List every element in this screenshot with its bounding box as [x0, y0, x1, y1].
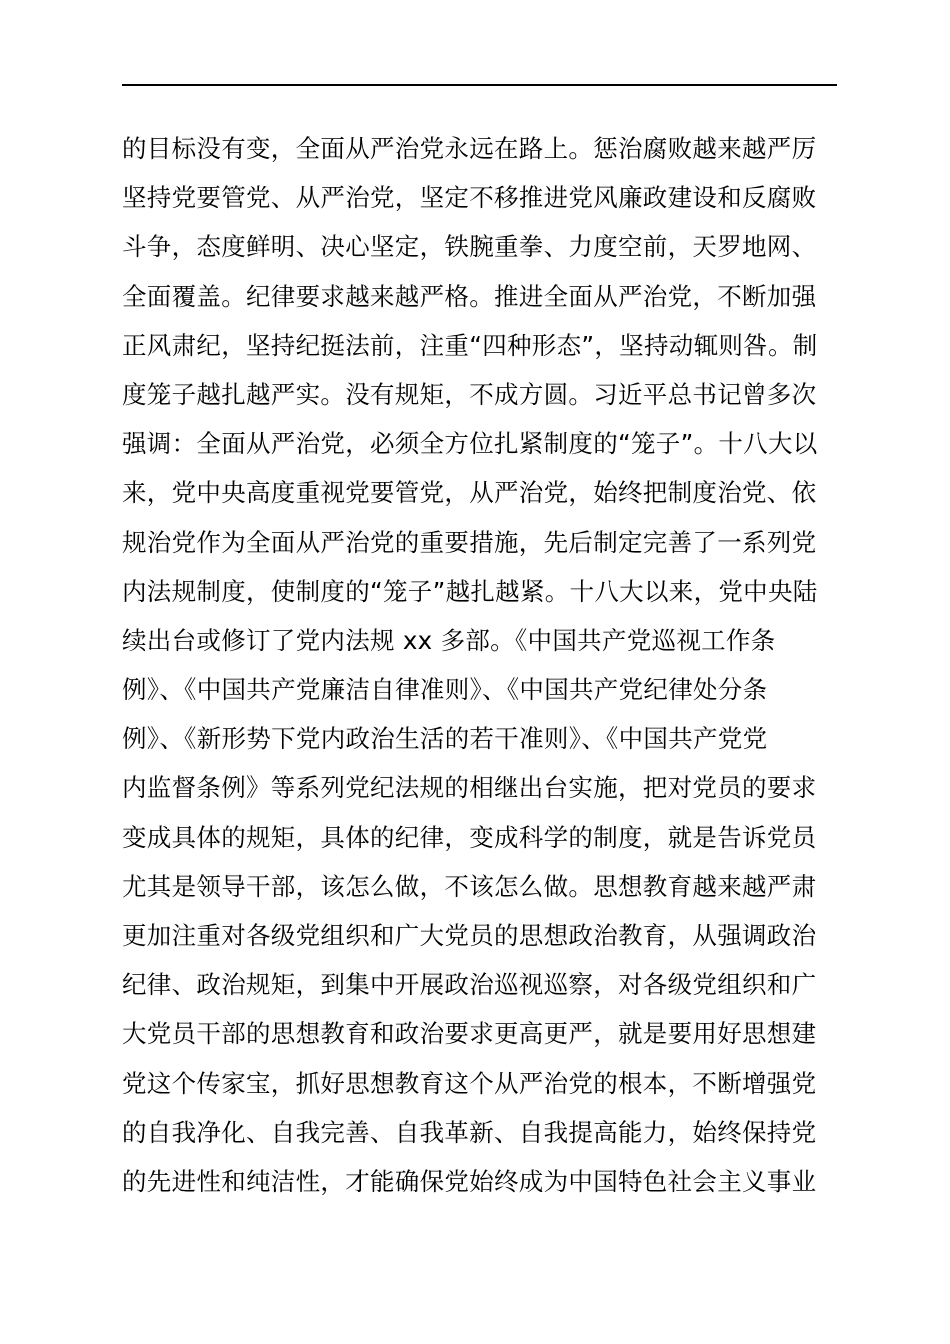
- text-line: 的自我净化、自我完善、自我革新、自我提高能力，始终保持党: [122, 1117, 817, 1147]
- text-line: 规治党作为全面从严治党的重要措施，先后制定完善了一系列党: [122, 527, 817, 557]
- text-line: 全面覆盖。纪律要求越来越严格。推进全面从严治党，不断加强: [122, 281, 817, 311]
- text-line: 的目标没有变，全面从严治党永远在路上。惩治腐败越来越严厉: [122, 134, 817, 163]
- text-line: 坚持党要管党、从严治党，坚定不移推进党风廉政建设和反腐败: [122, 183, 817, 213]
- text-line: 纪律、政治规矩，到集中开展政治巡视巡察，对各级党组织和广: [122, 970, 817, 1000]
- header-rule: [122, 84, 837, 86]
- body-text: [122, 124, 842, 1206]
- text-line: 续出台或修订了党内法规 xx 多部。《中国共产党巡视工作条: [122, 625, 776, 655]
- text-line: 正风肃纪，坚持纪挺法前，注重“四种形态”，坚持动辄则咎。制: [122, 330, 818, 360]
- text-line: 例》、《中国共产党廉洁自律准则》、《中国共产党纪律处分条: [122, 675, 768, 705]
- text-line: 变成具体的规矩，具体的纪律，变成科学的制度，就是告诉党员: [122, 822, 817, 852]
- text-line: 斗争，态度鲜明、决心坚定，铁腕重拳、力度空前，天罗地网、: [122, 232, 817, 262]
- text-line: 度笼子越扎越严实。没有规矩，不成方圆。习近平总书记曾多次: [122, 379, 817, 409]
- text-line: 大党员干部的思想教育和政治要求更高更严，就是要用好思想建: [122, 1019, 817, 1049]
- text-line: 来，党中央高度重视党要管党，从严治党，始终把制度治党、依: [122, 478, 817, 508]
- text-line: 党这个传家宝，抓好思想教育这个从严治党的根本，不断增强党: [122, 1068, 817, 1098]
- text-line: 更加注重对各级党组织和广大党员的思想政治教育，从强调政治: [122, 921, 817, 950]
- text-line: 的先进性和纯洁性，才能确保党始终成为中国特色社会主义事业: [122, 1166, 817, 1196]
- text-line: 内监督条例》等系列党纪法规的相继出台实施，把对党员的要求: [122, 773, 817, 803]
- text-line: 内法规制度，使制度的“笼子”越扎越紧。十八大以来，党中央陆: [122, 576, 818, 606]
- text-line: 例》、《新形势下党内政治生活的若干准则》、《中国共产党党: [122, 724, 768, 754]
- text-line: 尤其是领导干部，该怎么做，不该怎么做。思想教育越来越严肃: [122, 871, 817, 901]
- text-line: 强调：全面从严治党，必须全方位扎紧制度的“笼子”。十八大以: [122, 429, 818, 459]
